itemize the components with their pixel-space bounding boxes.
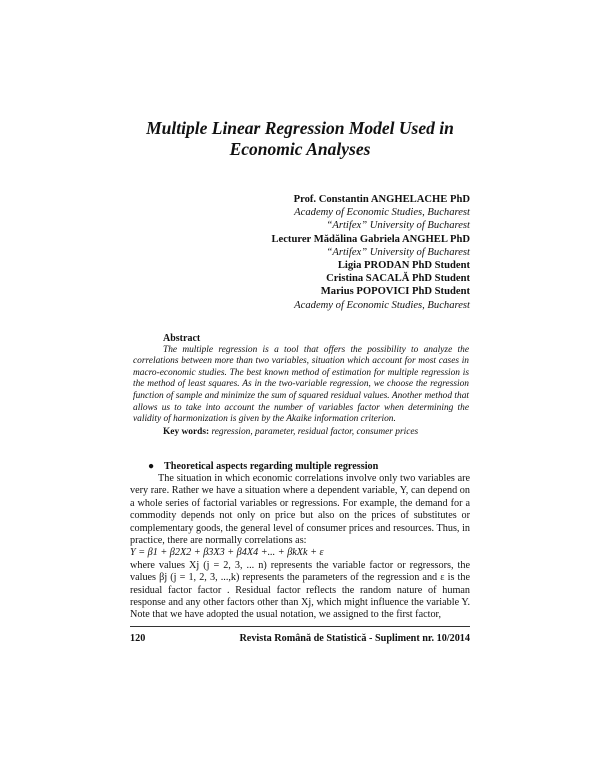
abstract-text: The multiple regression is a tool that offers the possibility to analyze the correlations between more than two variables, situation which account for most cases in macro-economic studies. The best known method of estimation for multiple regression is the method of least squares. As in the two-variable regression, we choose the regression function of sample and minimize the sum of squared residual values. Another method that allows us to take into account the number of variables factor when determining the validity of harmonization is given by the Akaike information criterion. <box>133 344 469 425</box>
abstract-heading: Abstract <box>163 333 201 344</box>
author-affiliation: “Artifex” University of Bucharest <box>326 246 470 258</box>
regression-formula: Y = β1 + β2X2 + β3X3 + β4X4 +... + βkXk + ε <box>130 547 324 559</box>
keywords-label: Key words: <box>163 426 210 437</box>
author-name: Lecturer Mădălina Gabriela ANGHEL PhD <box>271 233 470 245</box>
author-name: Cristina SACALĂ PhD Student <box>326 273 470 285</box>
page-number: 120 <box>130 633 146 644</box>
author-affiliation: Academy of Economic Studies, Bucharest <box>294 299 470 311</box>
journal-name: Revista Română de Statistică - Supliment nr. 10/2014 <box>239 633 470 644</box>
section-heading <box>148 461 378 472</box>
author-name: Marius POPOVICI PhD Student <box>320 286 470 298</box>
author-block <box>271 193 470 312</box>
abstract-section <box>133 333 469 438</box>
body-text <box>130 473 470 622</box>
body-paragraph: The situation in which economic correlations involve only two variables are very rare. Rather we have a situation where a dependent variable, Y, can depend on a whole series of factorial variables or regressions. For example, the demand for a commodity depends not only on price but also on the prices of substitutes or complementary goods, the general level of consumer prices and resources. Thus, in practice, there are normally correlations as: <box>130 473 470 547</box>
section-title: Theoretical aspects regarding multiple regression <box>164 461 379 472</box>
keywords-value: regression, parameter, residual factor, consumer prices <box>209 426 419 437</box>
author-name: Prof. Constantin ANGHELACHE PhD <box>293 194 470 205</box>
paper-title <box>0 118 600 160</box>
author-affiliation: Academy of Economic Studies, Bucharest <box>294 207 470 219</box>
author-affiliation: “Artifex” University of Bucharest <box>326 220 470 232</box>
title-line-2: Economic Analyses <box>229 139 371 159</box>
author-name: Ligia PRODAN PhD Student <box>337 260 470 272</box>
title-line-1: Multiple Linear Regression Model Used in <box>146 118 454 138</box>
footer-divider <box>130 626 470 627</box>
keywords-line <box>163 427 469 439</box>
bullet-icon: ● <box>148 461 155 472</box>
body-paragraph: where values Xj (j = 2, 3, ... n) represents the variable factor or regressors, the values βj (j = 1, 2, 3, ...,k) represents the parameters of the regression and ε is the residual factor factor . Residual factor reflects the random nature of human response and any other factors other than Xj, which might influence the variable Y. Note that we have adopted the usual notation, we assigned to the first factor, <box>130 559 470 621</box>
